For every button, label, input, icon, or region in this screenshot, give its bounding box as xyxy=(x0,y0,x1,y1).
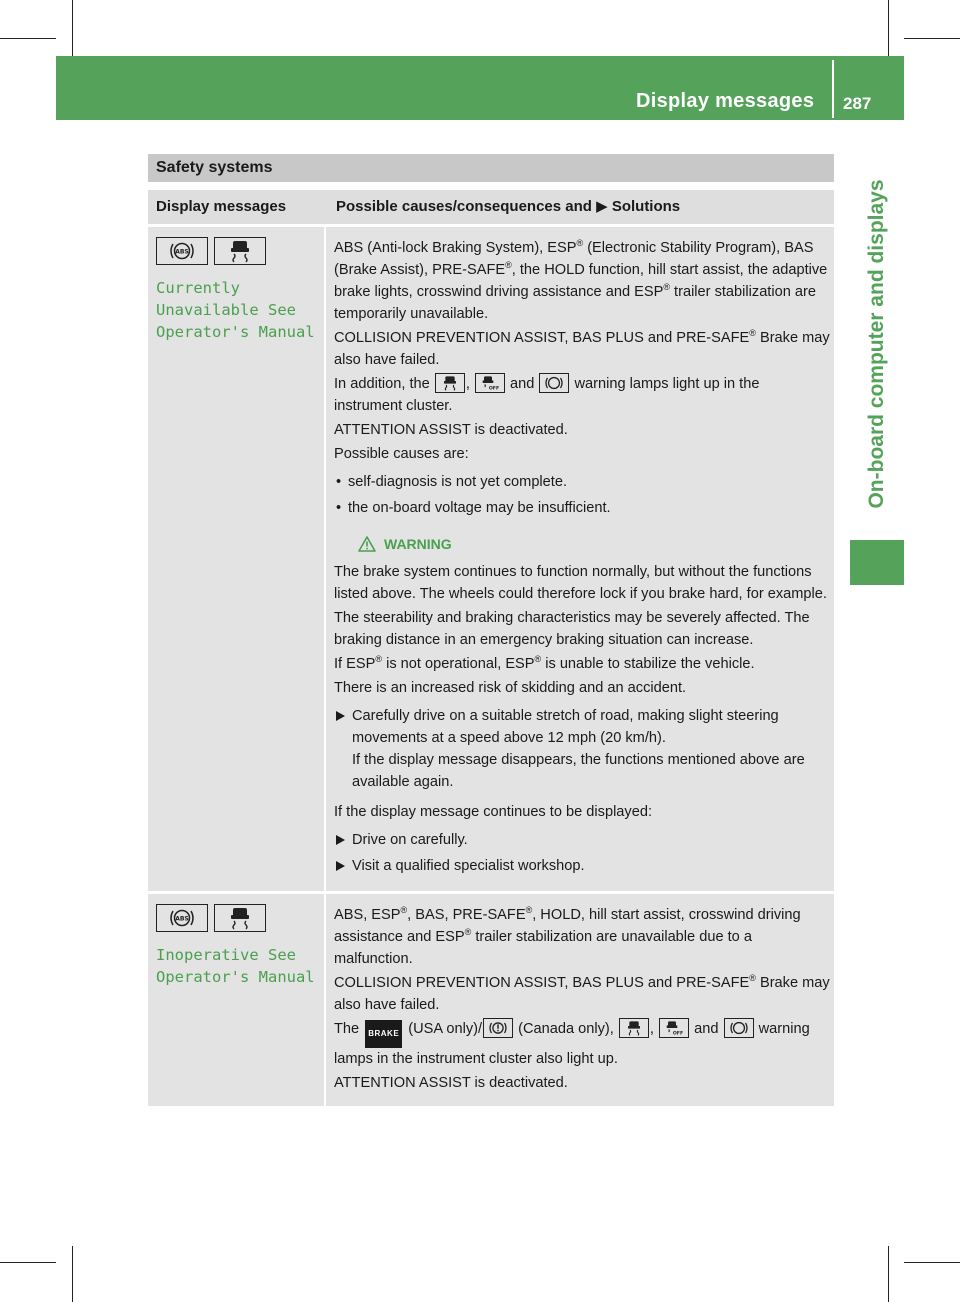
warning-heading: WARNING xyxy=(358,533,830,555)
display-message-line: Unavailable See xyxy=(156,301,296,319)
paragraph: In addition, the , OFF and warning lamps light up in the instrument cluster. xyxy=(334,373,830,417)
chapter-tab-marker xyxy=(850,540,904,585)
crop-mark xyxy=(904,38,960,39)
chapter-tab-label: On-board computer and displays xyxy=(865,179,888,509)
paragraph: ABS (Anti-lock Braking System), ESP® (Electronic Stability Program), BAS (Brake Assist), PRE-SAFE®, the HOLD function, hill start assist, the adaptive brake lights, crosswind driving assistance and ESP® trailer stabilization are temporarily unavailable. xyxy=(334,238,828,322)
paragraph: COLLISION PREVENTION ASSIST, BAS PLUS and PRE-SAFE® Brake may also have failed. xyxy=(334,328,830,368)
esp-skid-icon xyxy=(214,904,266,932)
action-step: Carefully drive on a suitable stretch of road, making slight steering movements at a speed above 12 mph (20 km/h). If the display message disappears, the functions mentioned above are available again. xyxy=(334,705,830,793)
esp-off-icon xyxy=(659,1018,689,1038)
action-step: Drive on carefully. xyxy=(334,829,830,851)
paragraph: ABS, ESP®, BAS, PRE-SAFE®, HOLD, hill start assist, crosswind driving assistance and ESP® trailer stabilization are unavailable due to a malfunction. xyxy=(334,905,801,967)
message-icons xyxy=(156,904,324,932)
display-message-line: Operator's Manual xyxy=(156,968,315,986)
action-arrow-icon xyxy=(336,861,345,871)
crop-mark xyxy=(888,0,889,56)
paragraph: COLLISION PREVENTION ASSIST, BAS PLUS and PRE-SAFE® Brake may also have failed. xyxy=(334,973,830,1013)
table-header-row xyxy=(148,190,834,224)
table-row xyxy=(148,894,834,1106)
paragraph: There is an increased risk of skidding and an accident. xyxy=(334,680,687,696)
paragraph: The steerability and braking characteristics may be severely affected. The braking distance in an emergency braking situation can increase. xyxy=(334,610,810,648)
bullet-item: • self-diagnosis is not yet complete. xyxy=(334,471,830,493)
paragraph: ATTENTION ASSIST is deactivated. xyxy=(334,1075,568,1091)
crop-mark xyxy=(0,1262,56,1263)
paragraph: The brake system continues to function normally, but without the functions listed above. The wheels could therefore lock if you brake hard, for example. xyxy=(334,564,827,602)
section-title: Safety systems xyxy=(148,154,834,182)
crop-mark xyxy=(72,1246,73,1302)
display-message-line: Inoperative See xyxy=(156,946,296,964)
svg-text:ABS: ABS xyxy=(175,248,189,256)
display-message-line: Operator's Manual xyxy=(156,323,315,341)
svg-text:OFF: OFF xyxy=(488,386,500,392)
page-title: Display messages xyxy=(636,90,815,112)
page-number: 287 xyxy=(843,94,872,113)
safety-systems-table xyxy=(148,154,834,1106)
esp-off-icon xyxy=(475,373,505,393)
column-header-causes-solutions: Possible causes/consequences and ▶ Solutions xyxy=(336,198,681,215)
crop-mark xyxy=(888,1246,889,1302)
causes-solutions-cell xyxy=(326,227,834,891)
header-divider xyxy=(832,60,834,118)
abs-icon xyxy=(724,1018,754,1038)
abs-icon xyxy=(156,904,208,932)
display-message-line: Currently xyxy=(156,279,240,297)
crop-mark xyxy=(904,1262,960,1263)
paragraph: If ESP® is not operational, ESP® is unable to stabilize the vehicle. xyxy=(334,654,755,672)
action-arrow-icon xyxy=(336,711,345,721)
brake-warning-icon: BRAKE xyxy=(365,1020,402,1048)
message-icons xyxy=(156,237,324,265)
table-row xyxy=(148,227,834,891)
paragraph: Possible causes are: xyxy=(334,446,469,462)
esp-skid-icon xyxy=(619,1018,649,1038)
crop-mark xyxy=(0,38,56,39)
esp-skid-icon xyxy=(214,237,266,265)
bullet-item: • the on-board voltage may be insufficient. xyxy=(334,497,830,519)
paragraph: ATTENTION ASSIST is deactivated. xyxy=(334,422,568,438)
svg-text:OFF: OFF xyxy=(672,1031,684,1037)
display-message-cell xyxy=(148,227,326,891)
warning-triangle-icon xyxy=(358,536,376,552)
crop-mark xyxy=(72,0,73,56)
abs-icon xyxy=(539,373,569,393)
column-header-display-messages: Display messages xyxy=(156,198,287,215)
abs-icon xyxy=(156,237,208,265)
action-arrow-icon xyxy=(336,835,345,845)
brake-circle-icon xyxy=(483,1018,513,1038)
action-step: Visit a qualified specialist workshop. xyxy=(334,855,830,877)
svg-text:ABS: ABS xyxy=(175,915,189,923)
paragraph: The BRAKE (USA only)/ (Canada only), , OFF and warning lamps in the instrument cluster also light up. xyxy=(334,1018,830,1070)
display-message-cell xyxy=(148,894,326,1106)
causes-solutions-cell xyxy=(326,894,834,1106)
paragraph: If the display message continues to be displayed: xyxy=(334,804,653,820)
esp-skid-icon xyxy=(435,373,465,393)
